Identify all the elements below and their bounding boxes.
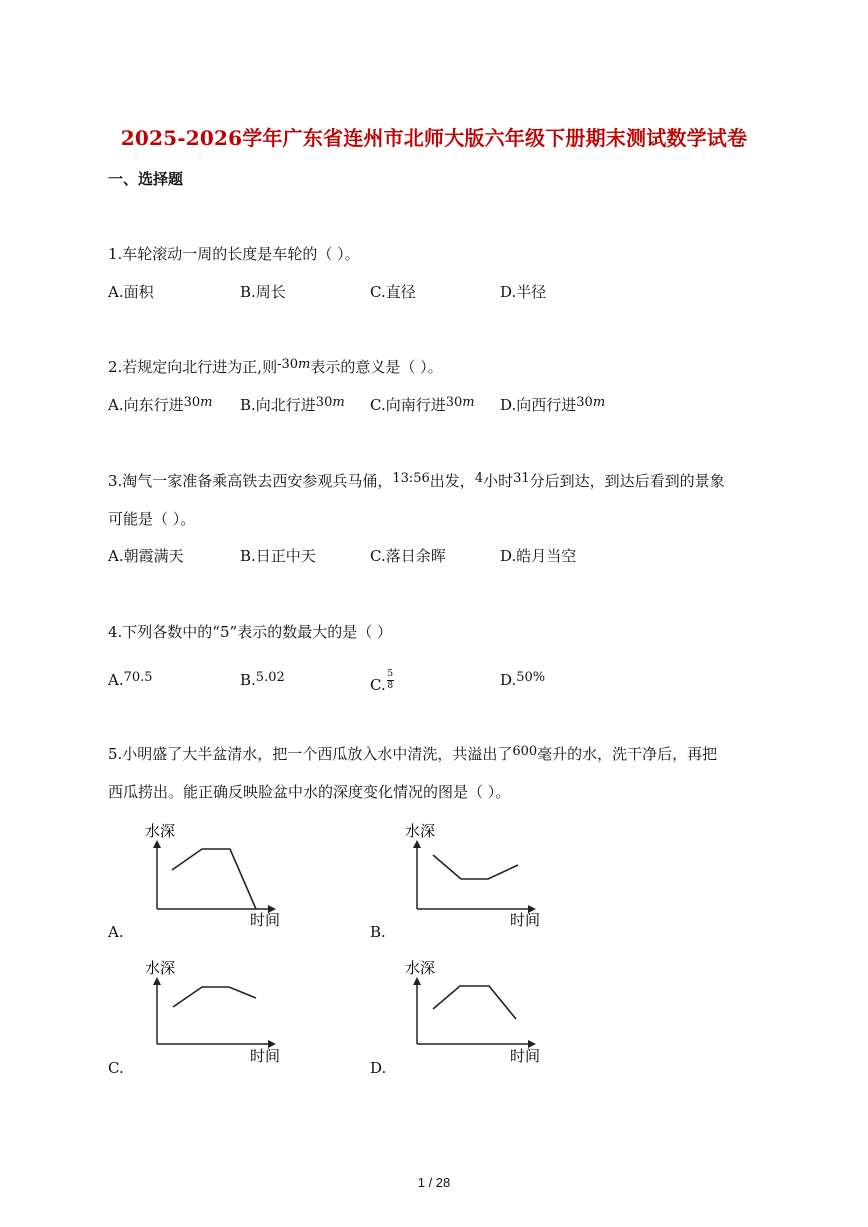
q2-option-a-value: 30: [183, 395, 201, 410]
page-title: 2025-2026学年广东省连州市北师大版六年级下册期末测试数学试卷: [120, 126, 748, 150]
q2-option-d-label: D.向西行进: [500, 396, 577, 414]
q4-option-d-label: D.: [500, 671, 517, 689]
q2-option-a-label: A.向东行进: [108, 396, 184, 414]
q2-option-c-label: C.向南行进: [370, 396, 446, 414]
graph-d-xlabel: 时间: [510, 1047, 541, 1065]
graph-c-option: C.: [108, 1059, 124, 1077]
q3-seg2: 出发，: [429, 472, 475, 490]
graph-a-line: [172, 849, 256, 909]
graph-c: [140, 955, 290, 1067]
graph-c-line: [173, 987, 256, 1007]
graph-c-ylabel: 水深: [145, 959, 176, 977]
question-5-line2: 西瓜捞出。能正确反映脸盆中水的深度变化情况的图是（ ）。: [108, 783, 511, 801]
q4-option-b-value: 5.02: [255, 670, 285, 685]
q4-option-a-label: A.: [108, 671, 124, 689]
q3-time: 13:56: [392, 471, 430, 486]
graph-a: [140, 818, 290, 930]
graph-a-option: A.: [108, 923, 124, 941]
question-2-text: [108, 356, 443, 377]
graph-d-y-arrow: [413, 977, 421, 985]
graph-b-option: B.: [370, 923, 386, 941]
q3-option-d: D.皓月当空: [500, 547, 577, 565]
section-heading: 一、选择题: [108, 170, 184, 188]
q1-option-a: A.面积: [108, 283, 154, 301]
q1-option-d: D.半径: [500, 283, 547, 301]
fraction-numerator: 5: [387, 669, 394, 679]
q2-option-b-label: B.向北行进: [240, 396, 316, 414]
q4-option-d: [500, 670, 545, 689]
q3-option-c: C.落日余晖: [370, 547, 446, 565]
graph-d-line: [433, 986, 516, 1019]
graph-b-xlabel: 时间: [510, 911, 541, 929]
question-4-text: 4.下列各数中的“5”表示的数最大的是（ ）: [108, 623, 392, 641]
graph-a-xlabel: 时间: [250, 911, 281, 929]
q3-option-a: A.朝霞满天: [108, 547, 184, 565]
question-3-text: [108, 470, 725, 491]
q4-option-c-fraction: [387, 670, 394, 691]
q4-option-d-value: 50%: [516, 670, 546, 685]
q4-option-c-label: C.: [370, 676, 386, 694]
q3-seg3: 小时: [483, 472, 514, 490]
q5-seg2: 毫升的水，洗干净后，再把: [537, 745, 718, 763]
graph-b-ylabel: 水深: [405, 822, 436, 840]
q3-option-b: B.日正中天: [240, 547, 316, 565]
q2-option-b-value: 30: [315, 395, 333, 410]
q2-option-b-unit: m: [332, 395, 345, 410]
graph-b-y-arrow: [413, 840, 421, 848]
q2-option-b: [240, 394, 345, 415]
q2-option-c: [370, 394, 475, 415]
graph-d: [400, 955, 550, 1067]
question-1-text: 1.车轮滚动一周的长度是车轮的（ ）。: [108, 245, 360, 263]
q2-option-d-value: 30: [576, 395, 593, 410]
q2-option-c-value: 30: [445, 395, 463, 410]
q3-hours: 4: [474, 471, 484, 486]
graph-a-ylabel: 水深: [145, 822, 176, 840]
q2-unit: m: [298, 357, 311, 372]
graph-c-xlabel: 时间: [250, 1047, 281, 1065]
question-3-line2: 可能是（ ）。: [108, 510, 196, 528]
fraction-denominator: 8: [387, 681, 394, 691]
q4-option-a-value: 70.5: [123, 670, 153, 685]
q2-option-a: [108, 394, 212, 415]
graph-b: [400, 818, 550, 930]
q2-option-a-unit: m: [200, 395, 213, 410]
q2-text-after: 表示的意义是（ ）。: [310, 358, 443, 376]
q5-amount: 600: [512, 744, 538, 759]
q1-option-b: B.周长: [240, 283, 286, 301]
q2-value: -30: [277, 357, 299, 372]
q2-option-c-unit: m: [462, 395, 475, 410]
q3-seg1: 3.淘气一家准备乘高铁去西安参观兵马俑，: [108, 472, 393, 490]
q1-option-c: C.直径: [370, 283, 416, 301]
q5-seg1: 5.小明盛了大半盆清水，把一个西瓜放入水中清洗，共溢出了: [108, 745, 513, 763]
page-number: 1 / 28: [417, 1175, 451, 1190]
q4-option-b-label: B.: [240, 671, 256, 689]
q2-option-d: [500, 394, 605, 415]
q4-option-b: [240, 670, 285, 689]
q4-option-a: [108, 670, 153, 689]
question-5-text: [108, 743, 717, 764]
q4-option-c: [370, 670, 394, 694]
q3-seg4: 分后到达，到达后看到的景象: [529, 472, 725, 490]
q2-option-d-unit: m: [592, 395, 606, 410]
graph-d-ylabel: 水深: [405, 959, 436, 977]
graph-a-y-arrow: [153, 840, 161, 848]
graph-b-line: [433, 855, 518, 879]
graph-d-option: D.: [370, 1059, 387, 1077]
q3-minutes: 31: [513, 471, 530, 486]
q2-text-before: 2.若规定向北行进为正,则: [108, 358, 278, 376]
graph-c-y-arrow: [153, 977, 161, 985]
